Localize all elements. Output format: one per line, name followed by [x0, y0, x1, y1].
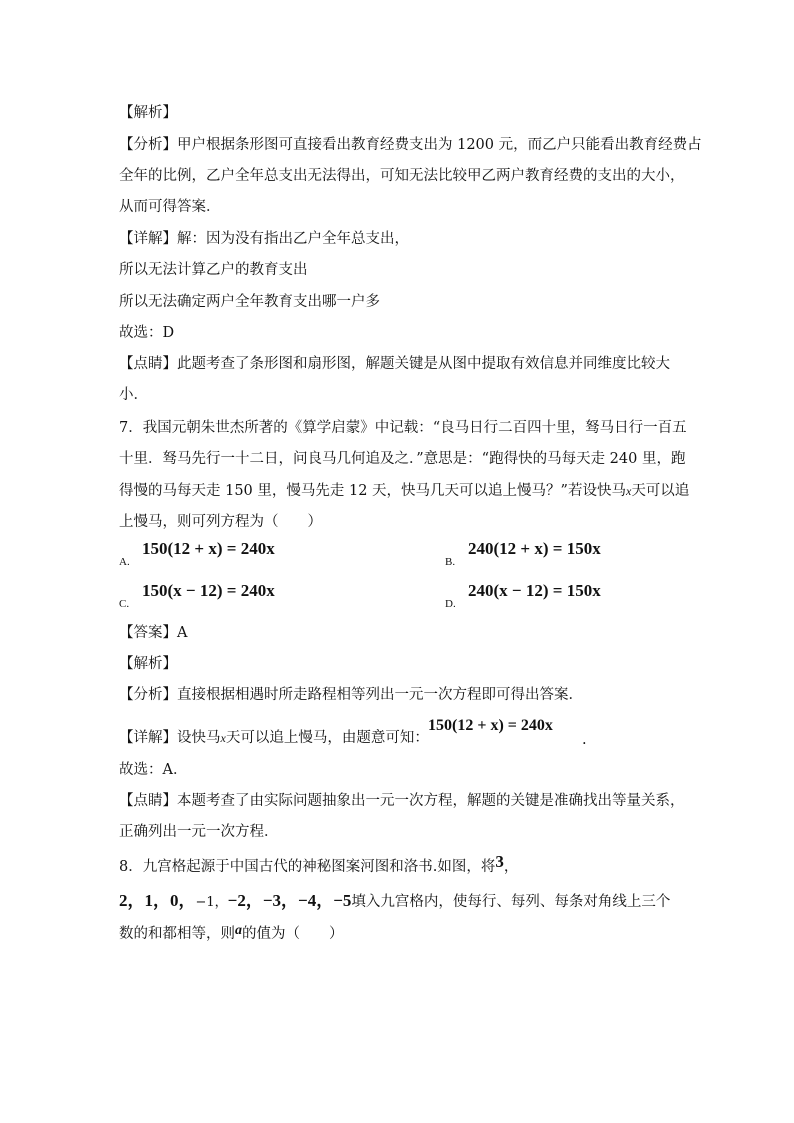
q7-stem-line1: 7．我国元朝朱世杰所著的《算学启蒙》中记载：“良马日行二百四十里，驽马日行一百五	[119, 420, 687, 436]
option-a-equation: 150(12 + x) = 240x	[142, 539, 275, 558]
q7-stem-line3-b: 天可以追	[631, 483, 690, 499]
q8-stem-line2	[119, 891, 670, 913]
xiangjie-2-period: .	[582, 732, 587, 748]
q8-line1-text: 8．九宫格起源于中国古代的神秘图案河图和洛书.如图，将	[119, 859, 496, 875]
text-dianjing-line2: 小．	[119, 387, 148, 403]
q8-line3-a: 数的和都相等，则	[119, 926, 235, 942]
xiangjie-2-a: 【详解】设快马	[119, 730, 221, 746]
q7-stem-line3	[119, 481, 689, 501]
text-dianjing-2-line2: 正确列出一元一次方程．	[119, 824, 279, 840]
option-d-label: D.	[445, 598, 456, 610]
text-fenxi-line1: 【分析】甲户根据条形图可直接看出教育经费支出为 1200 元，而乙户只能看出教育经费占	[119, 137, 702, 153]
q8-stem-line1	[119, 852, 519, 877]
q8-line1-comma: ，	[503, 859, 519, 875]
q8-numbers-positive: 2，1，0，	[119, 891, 196, 910]
text-xiangjie-line2: 所以无法计算乙户的教育支出	[119, 262, 308, 278]
heading-jiexi: 【解析】	[119, 105, 177, 121]
q7-stem-line3-a: 得慢的马每天走 150 里，慢马先走 12 天，快马几天可以追上慢马？”若设快马	[119, 483, 626, 499]
q8-stem-line3	[119, 924, 344, 945]
xiangjie-2-equation: 150(12 + x) = 240x	[428, 717, 553, 734]
text-dianjing-2-line1: 【点睛】本题考查了由实际问题抽象出一元一次方程，解题的关键是准确找出等量关系，	[119, 793, 685, 809]
text-guxuan: 故选：D	[119, 325, 175, 341]
q8-number-3: 3	[495, 852, 504, 871]
q7-stem-line2: 十里．驽马先行一十二日，问良马几何追及之．”意思是：“跑得快的马每天走 240 里，跑	[119, 451, 686, 467]
text-fenxi-line3: 从而可得答案．	[119, 199, 221, 215]
heading-jiexi-2: 【解析】	[119, 656, 177, 672]
q8-line2-text: 填入九宫格内，使每行、每列、每条对角线上三个	[351, 894, 671, 910]
text-xiangjie-2	[119, 728, 429, 748]
q8-number-minus1: −1，	[195, 895, 228, 910]
variable-a: a	[235, 923, 242, 938]
variable-x-2: x	[220, 731, 226, 745]
text-xiangjie-line3: 所以无法确定两户全年教育支出哪一户多	[119, 294, 380, 310]
option-c-equation: 150(x − 12) = 240x	[142, 581, 275, 600]
xiangjie-2-b: 天可以追上慢马，由题意可知：	[225, 730, 429, 746]
option-b-equation: 240(12 + x) = 150x	[468, 539, 601, 558]
option-c-label: C.	[119, 598, 130, 610]
text-guxuan-2: 故选：A．	[119, 762, 188, 778]
option-a-label: A.	[119, 556, 130, 568]
q7-stem-line4: 上慢马，则可列方程为（ ）	[119, 514, 322, 530]
answer-line: 【答案】A	[119, 625, 188, 641]
text-xiangjie-line1: 【详解】解：因为没有指出乙户全年总支出，	[119, 231, 409, 247]
text-fenxi-line2: 全年的比例，乙户全年总支出无法得出，可知无法比较甲乙两户教育经费的支出的大小，	[119, 168, 685, 184]
q8-line3-b: 的值为（ ）	[242, 926, 344, 942]
variable-x: x	[625, 484, 632, 498]
text-fenxi-2: 【分析】直接根据相遇时所走路程相等列出一元一次方程即可得出答案．	[119, 687, 583, 703]
option-b-label: B.	[445, 556, 456, 568]
text-dianjing-line1: 【点睛】此题考查了条形图和扇形图，解题关键是从图中提取有效信息并同维度比较大	[119, 356, 670, 372]
option-d-equation: 240(x − 12) = 150x	[468, 581, 601, 600]
q8-numbers-negative: −2，−3，−4，−5	[227, 891, 352, 910]
